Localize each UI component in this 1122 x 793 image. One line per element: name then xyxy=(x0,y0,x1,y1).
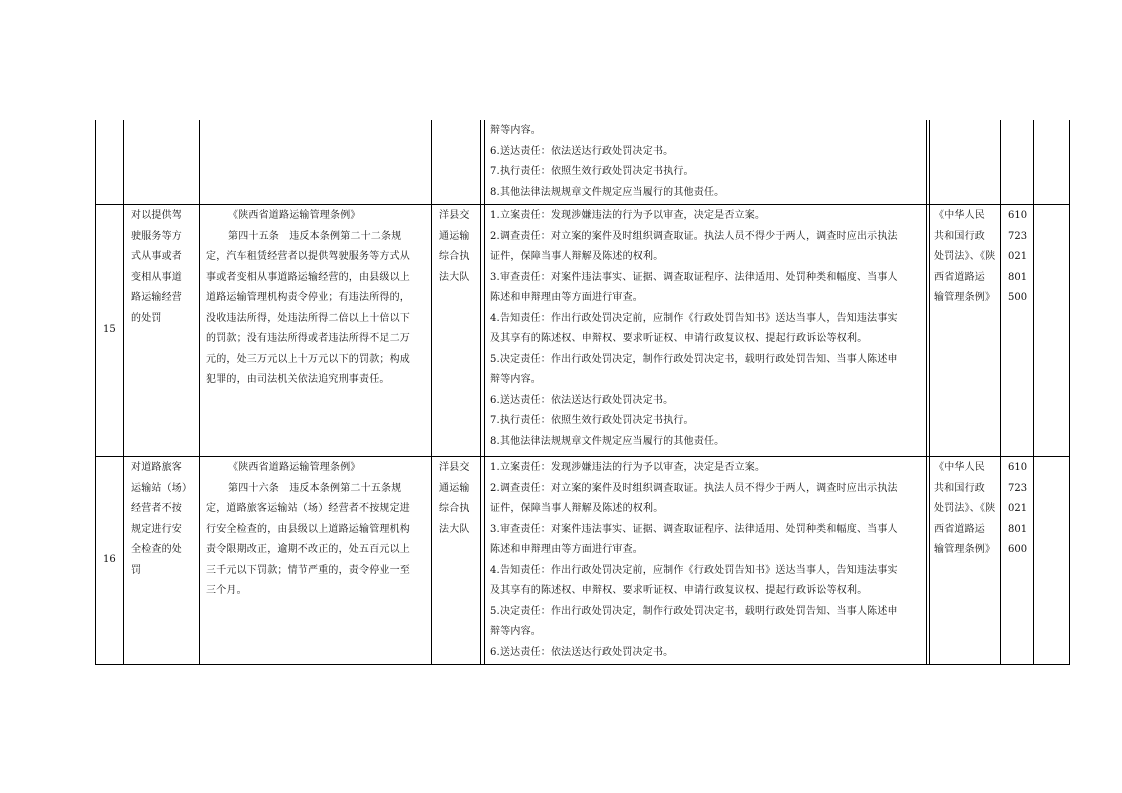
basis-line: 三个月。 xyxy=(206,585,247,596)
duty-line: 及其享有的陈述权、申辩权、要求听证权、申请行政复议权、提起行政诉讼等权利。 xyxy=(490,333,868,344)
duty-line: 7.执行责任：依照生效行政处罚决定书执行。 xyxy=(490,166,694,177)
basis-line: 《陕西省道路运输管理条例》 xyxy=(228,462,361,473)
legal-basis-cell xyxy=(206,458,410,602)
item-line: 的处罚 xyxy=(131,312,162,324)
basis-line: 事或者变相从事道路运输经营的，由县级以上 xyxy=(206,271,410,283)
item-line: 对道路旅客 xyxy=(131,462,182,473)
item-line: 对以提供驾 xyxy=(131,210,182,221)
code-line: 021 xyxy=(1008,503,1028,514)
legal-basis-cell xyxy=(206,206,410,391)
duty-line: 陈述和申辩理由等方面进行审查。 xyxy=(490,292,643,303)
law-line: 输管理条例》 xyxy=(934,544,996,555)
law-line: 《中华人民 xyxy=(934,210,985,221)
agency-line: 洋县交 xyxy=(439,210,470,221)
duty-line: 8.其他法律法规规章文件规定应当履行的其他责任。 xyxy=(490,186,725,198)
agency-line: 通运输 xyxy=(439,230,470,242)
code-line: 723 xyxy=(1008,482,1028,494)
duty-line: 6.送达责任：依法送达行政处罚决定书。 xyxy=(490,145,674,157)
basis-line: 定，道路旅客运输站（场）经营者不按规定进 xyxy=(206,503,410,514)
agency-cell xyxy=(439,458,470,540)
duties-cell xyxy=(490,458,898,663)
duty-line: 4.告知责任：作出行政处罚决定前，应制作《行政处罚告知书》送达当事人，告知违法事实 xyxy=(490,312,898,324)
basis-line: 的罚款；没有违法所得或者违法所得不足二万 xyxy=(206,333,410,344)
law-line: 《中华人民 xyxy=(934,462,985,473)
law-line: 共和国行政 xyxy=(934,482,985,494)
duties-cell xyxy=(490,206,898,452)
duty-line: 6.送达责任：依法送达行政处罚决定书。 xyxy=(490,646,674,658)
basis-line: 行安全检查的，由县级以上道路运输管理机构 xyxy=(206,523,410,535)
law-line: 西省道路运 xyxy=(934,271,985,283)
code-cell xyxy=(1008,206,1027,309)
item-line: 全检查的处 xyxy=(131,544,182,555)
prev-row-duties xyxy=(490,121,724,203)
agency-line: 综合执 xyxy=(439,251,470,262)
basis-line: 第四十五条 违反本条例第二十二条规 xyxy=(228,230,402,242)
code-cell xyxy=(1008,458,1027,561)
duty-line: 4.告知责任：作出行政处罚决定前，应制作《行政处罚告知书》送达当事人，告知违法事实 xyxy=(490,564,898,576)
law-line: 共和国行政 xyxy=(934,230,985,242)
law-cell xyxy=(934,206,995,309)
code-line: 723 xyxy=(1008,230,1028,242)
code-line: 610 xyxy=(1008,462,1028,473)
code-line: 600 xyxy=(1008,544,1028,555)
duty-line: 1.立案责任：发现涉嫌违法的行为予以审查，决定是否立案。 xyxy=(490,210,766,221)
row-number: 16 xyxy=(103,554,116,565)
duty-line: 辩等内容。 xyxy=(490,374,541,385)
law-cell xyxy=(934,458,995,561)
agency-cell xyxy=(439,206,470,288)
duty-line: 1.立案责任：发现涉嫌违法的行为予以审查，决定是否立案。 xyxy=(490,462,766,473)
duty-line: 7.执行责任：依照生效行政处罚决定书执行。 xyxy=(490,415,694,426)
item-line: 变相从事道 xyxy=(131,271,182,283)
item-line: 驶服务等方 xyxy=(131,230,182,242)
agency-line: 综合执 xyxy=(439,503,470,514)
duty-line: 6.送达责任：依法送达行政处罚决定书。 xyxy=(490,394,674,406)
duty-line: 5.决定责任：作出行政处罚决定，制作行政处罚决定书，载明行政处罚告知、当事人陈述申 xyxy=(490,353,898,365)
law-line: 处罚法》、《陕 xyxy=(934,251,996,262)
law-line: 处罚法》、《陕 xyxy=(934,503,996,514)
basis-line: 定，汽车租赁经营者以提供驾驶服务等方式从 xyxy=(206,251,410,262)
code-line: 610 xyxy=(1008,210,1028,221)
item-line: 式从事或者 xyxy=(131,251,182,262)
item-name-cell xyxy=(131,458,192,581)
item-line: 路运输经营 xyxy=(131,292,182,303)
duty-line: 辩等内容。 xyxy=(490,626,541,637)
duty-line: 证件，保障当事人辩解及陈述的权利。 xyxy=(490,251,664,262)
duty-line: 3.审查责任：对案件违法事实、证据、调查取证程序、法律适用、处罚种类和幅度、当事人 xyxy=(490,271,898,283)
item-line: 运输站（场） xyxy=(131,482,193,494)
code-line: 021 xyxy=(1008,251,1028,262)
basis-line: 责令限期改正，逾期不改正的，处五百元以上 xyxy=(206,544,410,555)
law-line: 西省道路运 xyxy=(934,523,985,535)
agency-line: 洋县交 xyxy=(439,462,470,473)
item-line: 经营者不按 xyxy=(131,503,182,514)
duty-line: 2.调查责任：对立案的案件及时组织调查取证。执法人员不得少于两人，调查时应出示执法 xyxy=(490,482,898,494)
agency-line: 通运输 xyxy=(439,482,470,494)
duty-line: 8.其他法律法规规章文件规定应当履行的其他责任。 xyxy=(490,435,725,447)
item-name-cell xyxy=(131,206,182,329)
basis-line: 道路运输管理机构责令停业；有违法所得的， xyxy=(206,292,410,303)
duty-line: 陈述和申辩理由等方面进行审查。 xyxy=(490,544,643,555)
item-line: 规定进行安 xyxy=(131,523,182,535)
duty-line: 5.决定责任：作出行政处罚决定，制作行政处罚决定书，载明行政处罚告知、当事人陈述申 xyxy=(490,605,898,617)
agency-line: 法大队 xyxy=(439,271,470,283)
duty-line: 及其享有的陈述权、申辩权、要求听证权、申请行政复议权、提起行政诉讼等权利。 xyxy=(490,585,868,596)
duty-line: 辩等内容。 xyxy=(490,125,541,136)
basis-line: 第四十六条 违反本条例第二十五条规 xyxy=(228,482,402,494)
duty-line: 3.审查责任：对案件违法事实、证据、调查取证程序、法律适用、处罚种类和幅度、当事人 xyxy=(490,523,898,535)
code-line: 500 xyxy=(1008,292,1028,303)
code-line: 801 xyxy=(1008,271,1028,283)
basis-line: 元的，处三万元以上十万元以下的罚款；构成 xyxy=(206,353,410,365)
duty-line: 2.调查责任：对立案的案件及时组织调查取证。执法人员不得少于两人，调查时应出示执法 xyxy=(490,230,898,242)
law-line: 输管理条例》 xyxy=(934,292,996,303)
basis-line: 犯罪的，由司法机关依法追究刑事责任。 xyxy=(206,374,390,385)
agency-line: 法大队 xyxy=(439,523,470,535)
item-line: 罚 xyxy=(131,564,142,576)
duty-line: 证件，保障当事人辩解及陈述的权利。 xyxy=(490,503,664,514)
code-line: 801 xyxy=(1008,523,1028,535)
basis-line: 《陕西省道路运输管理条例》 xyxy=(228,210,361,221)
basis-line: 三千元以下罚款；情节严重的，责令停业一至 xyxy=(206,564,410,576)
basis-line: 没收违法所得，处违法所得二倍以上十倍以下 xyxy=(206,312,410,324)
row-number: 15 xyxy=(103,324,116,335)
